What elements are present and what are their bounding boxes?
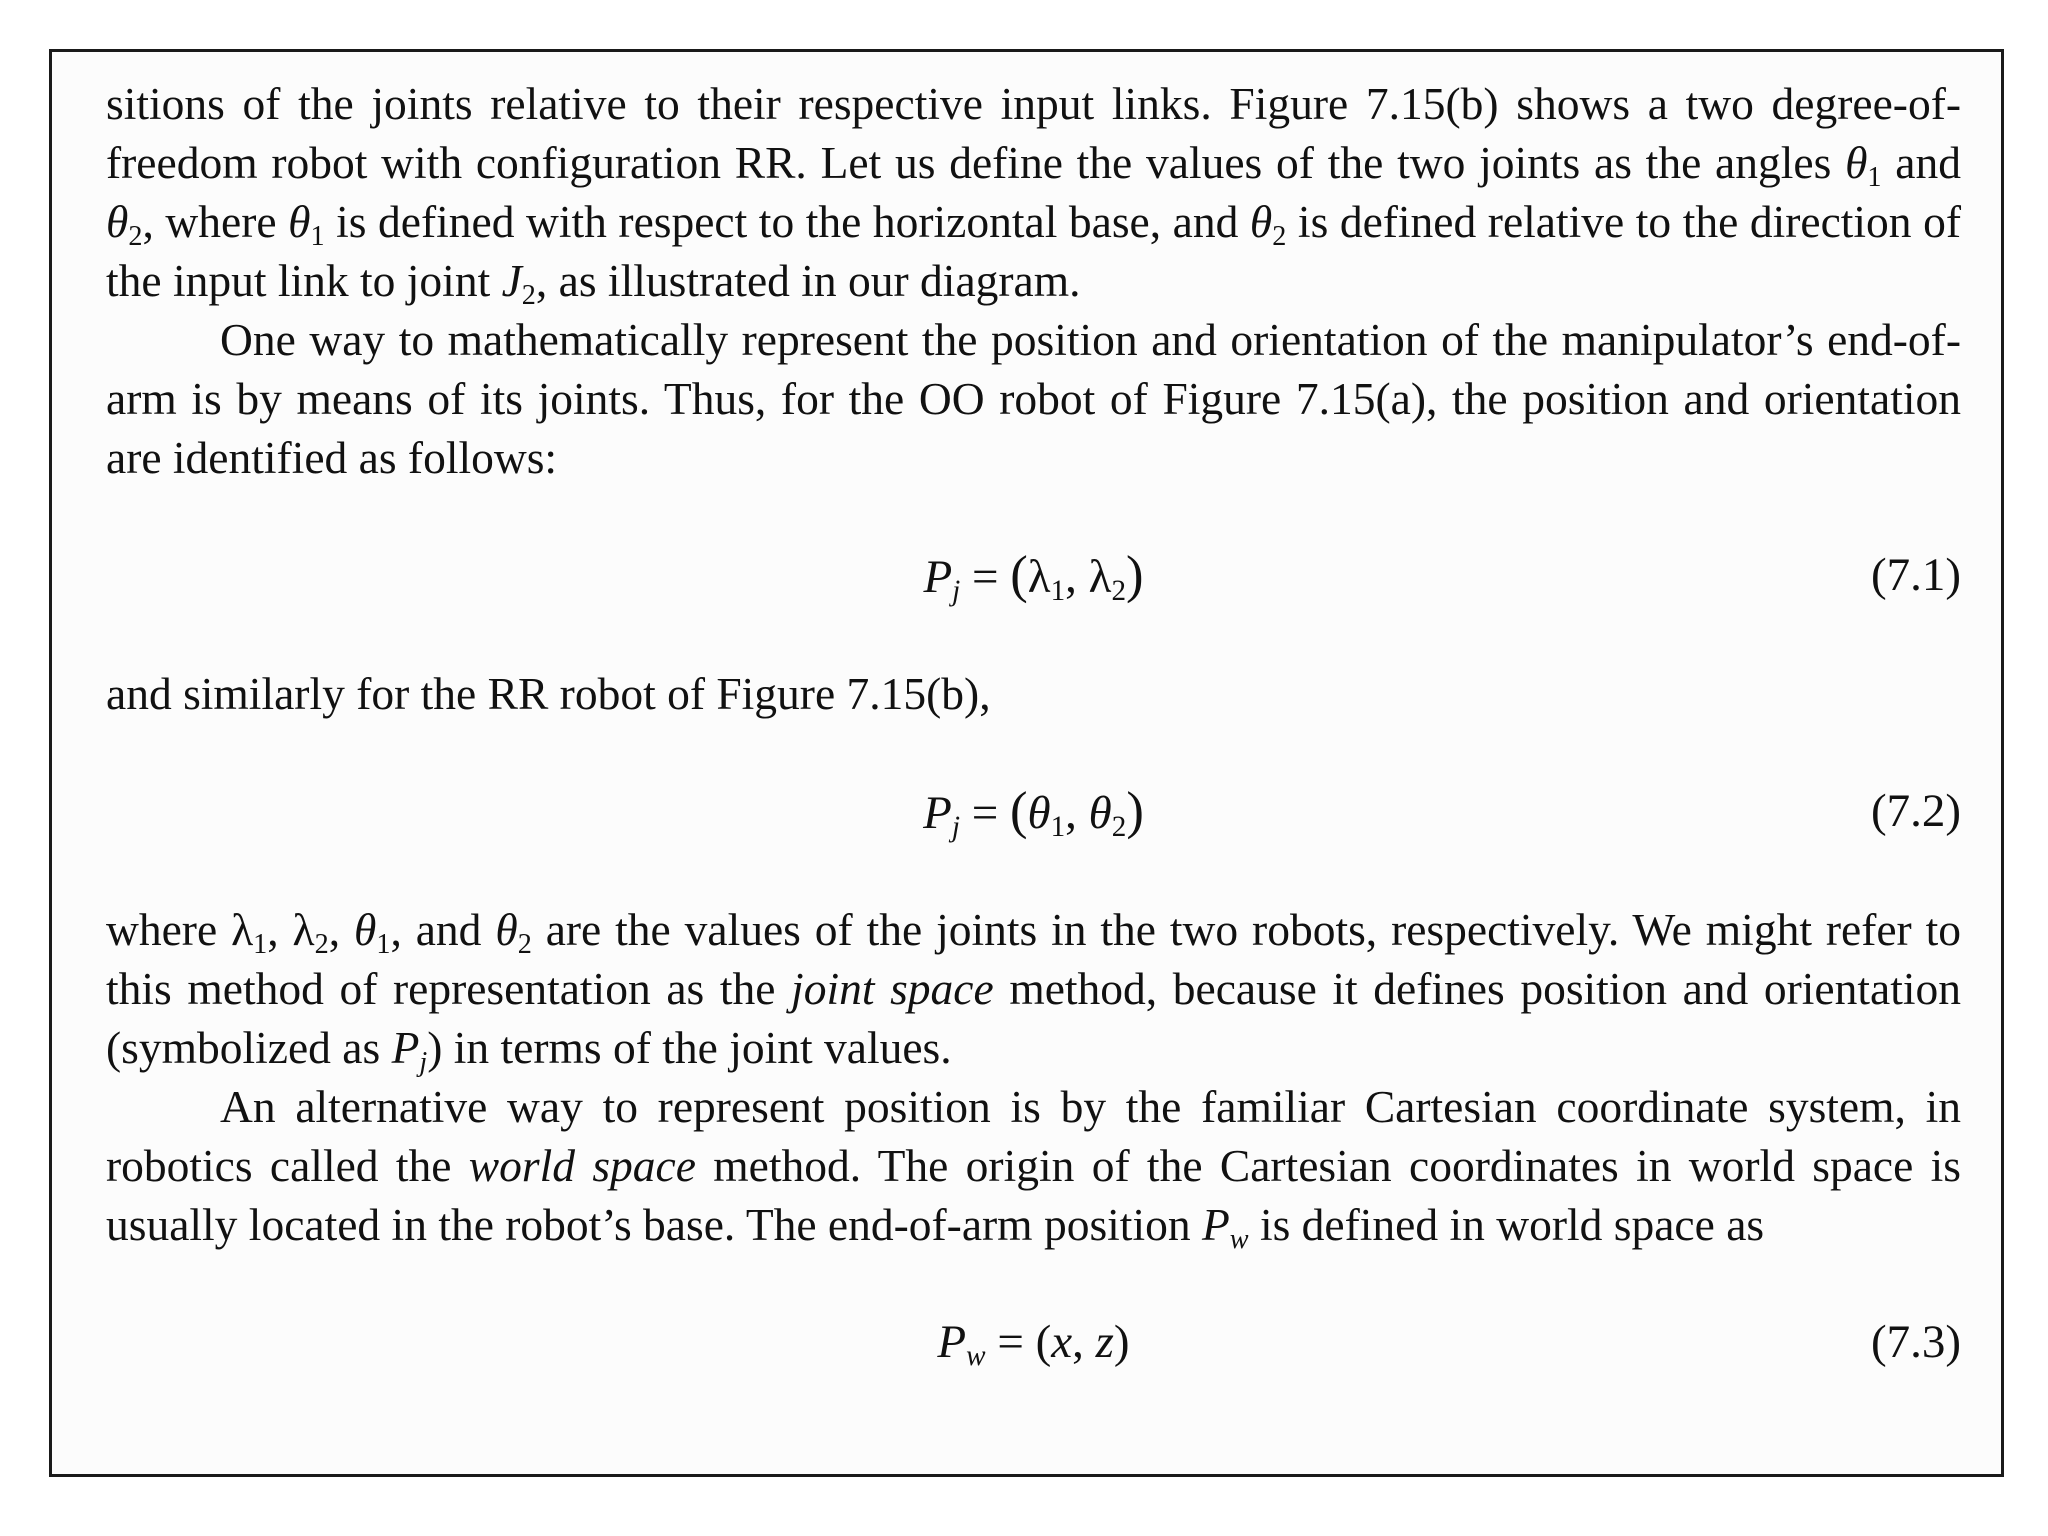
page-frame [49, 49, 2004, 1477]
math-subscript: 1 [253, 928, 268, 960]
math-symbol: λ [292, 904, 315, 955]
emphasis-joint-space: joint space [791, 963, 994, 1014]
text-span: , where [142, 196, 289, 247]
math-symbol: P [391, 1022, 420, 1073]
math-subscript: 2 [314, 928, 329, 960]
math-symbol: z [1095, 1316, 1114, 1368]
math-operator: , [1072, 1316, 1096, 1368]
equation-number: (7.1) [1870, 549, 1961, 601]
math-symbol: λ [231, 904, 254, 955]
math-symbol: θ [288, 196, 311, 247]
equation-number: (7.3) [1870, 1316, 1961, 1368]
math-subscript: 2 [1111, 575, 1127, 608]
equation-7-2 [106, 782, 1961, 844]
math-symbol: θ [495, 904, 518, 955]
text-span: where [106, 904, 232, 955]
math-subscript: 2 [521, 279, 536, 311]
math-operator: = [960, 551, 1011, 603]
text-span: and [1881, 137, 1961, 188]
equation-number: (7.2) [1870, 785, 1961, 837]
math-symbol: θ [106, 196, 129, 247]
paragraph-5 [106, 1077, 1961, 1254]
text-span: , and [390, 904, 496, 955]
math-symbol: x [1051, 1316, 1073, 1368]
math-subscript: 1 [310, 220, 325, 252]
paragraph-4 [106, 900, 1961, 1077]
math-subscript: j [951, 811, 960, 844]
math-symbol: λ [1027, 551, 1051, 603]
text-span: is defined relative to the direction of the input link to joint [106, 196, 1961, 306]
equation-formula [923, 546, 1143, 607]
math-operator: = [985, 1316, 1036, 1368]
math-subscript: 1 [1050, 811, 1066, 844]
math-subscript: 2 [128, 220, 143, 252]
math-symbol: θ [1088, 787, 1112, 839]
math-symbol: θ [353, 904, 377, 955]
text-span: sitions of the joints relative to their respective input links. Figure 7.15(b) shows a two degree-of-freedom robot with configuration RR. Let us define the values of the two joints as the angles [106, 78, 1961, 188]
math-symbol: P [1201, 1199, 1230, 1250]
equation-7-1 [106, 546, 1961, 608]
paragraph-1 [106, 74, 1961, 310]
paragraph-2 [106, 310, 1961, 487]
math-operator: , [328, 904, 354, 955]
equation-formula [937, 1313, 1129, 1372]
math-symbol: P [937, 1316, 967, 1368]
math-paren: ( [1035, 1316, 1052, 1368]
math-subscript: 1 [1050, 575, 1066, 608]
math-operator: , [1065, 551, 1089, 603]
math-subscript: j [419, 1046, 428, 1078]
math-operator: , [1065, 787, 1089, 839]
text-span: , as illustrated in our diagram. [535, 255, 1081, 306]
emphasis-world-space: world space [468, 1140, 696, 1191]
math-paren: ) [1113, 1316, 1130, 1368]
math-subscript: w [1229, 1223, 1249, 1255]
text-span: is defined with respect to the horizontal base, and [324, 196, 1250, 247]
math-subscript: 2 [1272, 220, 1287, 252]
text-span: is defined in world space as [1248, 1199, 1765, 1250]
math-operator: , [267, 904, 293, 955]
math-subscript: 2 [517, 928, 532, 960]
math-subscript: 2 [1111, 811, 1127, 844]
math-symbol: θ [1027, 787, 1051, 839]
text-span: are the values of the joints in the two robots, respectively. We might refer to this method of representation as the [106, 904, 1962, 1014]
math-symbol: θ [1249, 196, 1273, 247]
math-paren: ( [1009, 782, 1028, 840]
text-span: One way to mathematically represent the position and orientation of the manipulator’s end-of-arm is by means of its joints. Thus, for the OO robot of Figure 7.15(a), the position and orientation are identified as follows: [106, 314, 1961, 483]
math-operator: = [959, 787, 1010, 839]
equation-formula [923, 782, 1144, 843]
math-symbol: θ [1845, 137, 1868, 188]
math-symbol: J [501, 255, 522, 306]
math-symbol: P [923, 787, 952, 839]
text-span: method, because it defines position and orientation (symbolized as [106, 963, 1961, 1073]
equation-7-3 [106, 1313, 1961, 1372]
math-symbol: P [923, 551, 953, 603]
text-span: ) in terms of the joint values. [427, 1022, 952, 1073]
page-content [106, 74, 1961, 1372]
text-span: An alternative way to represent position is by the familiar Cartesian coordinate system, in robotics called the [106, 1081, 1961, 1191]
math-paren: ) [1126, 782, 1144, 840]
math-subscript: w [966, 1340, 986, 1373]
math-paren: ) [1126, 546, 1144, 604]
math-subscript: 1 [376, 928, 391, 960]
text-span: and similarly for the RR robot of Figure 7.15(b), [106, 668, 991, 719]
paragraph-3 [106, 664, 1961, 723]
math-symbol: λ [1088, 551, 1112, 603]
text-span: method. The origin of the Cartesian coordinates in world space is usually located in the robot’s base. The end-of-arm position [106, 1140, 1961, 1250]
math-subscript: 1 [1867, 161, 1882, 193]
math-subscript: j [952, 575, 961, 608]
math-paren: ( [1010, 546, 1028, 604]
